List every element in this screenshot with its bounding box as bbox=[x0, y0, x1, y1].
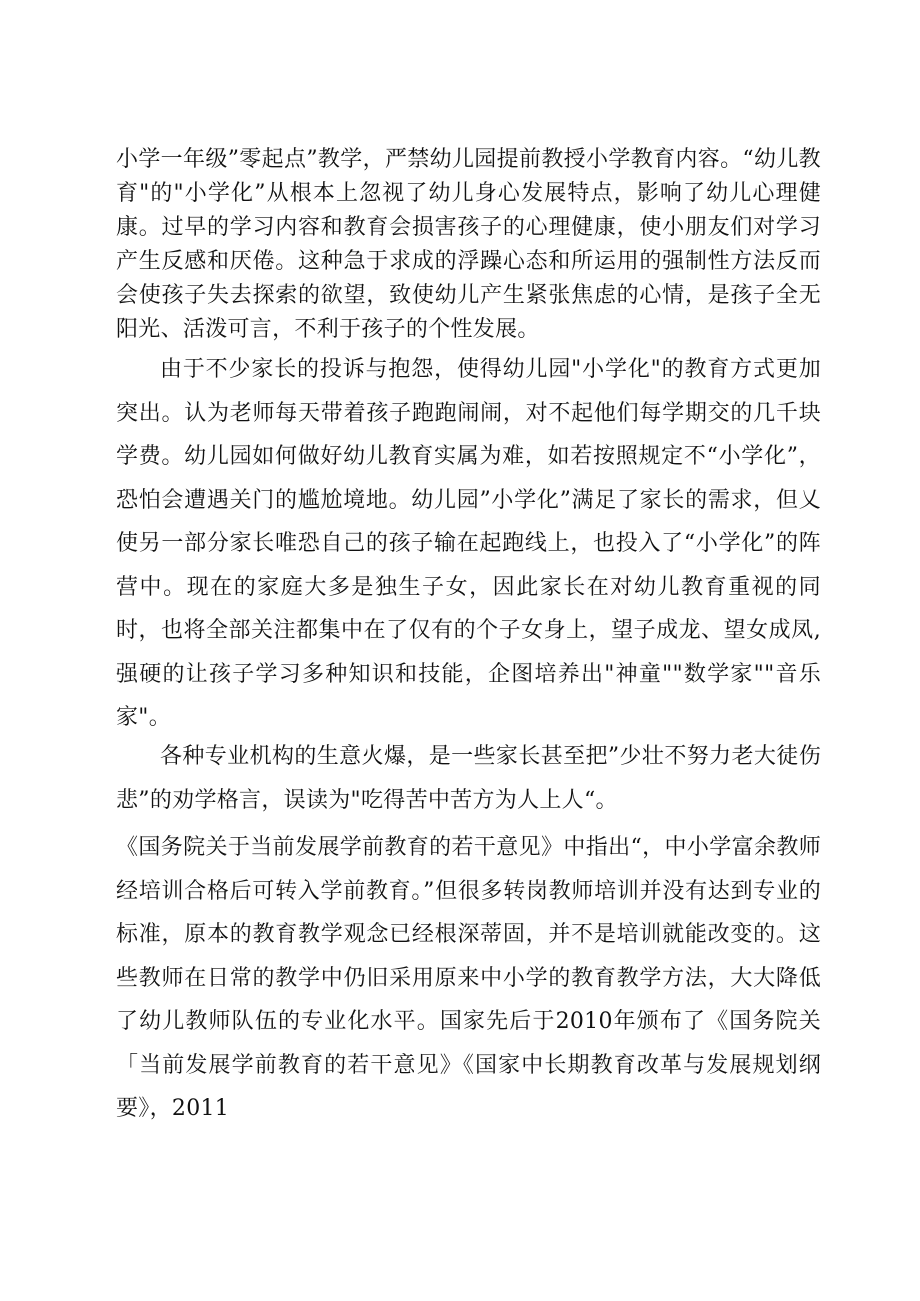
paragraph-3: 各种专业机构的生意火爆，是一些家长甚至把”少壮不努力老大徒伤悲”的劝学格言，误读为"吃得苦中苦方为人上人“。 bbox=[116, 744, 821, 813]
paragraph-2: 由于不少家长的投诉与抱怨，使得幼儿园"小学化"的教育方式更加突出。认为老师每天带着孩子跑跑闹闹，对不起他们每学期交的几千块学费。幼儿园如何做好幼儿教育实属为难，如若按照规定不“小学化”，恐怕会遭遇关门的尴尬境地。幼儿园”小学化”满足了家长的需求，但乂使另一部分家长唯恐自己的孩子输在起跑线上，也投入了“小学化”的阵营中。现在的家庭大多是独生子女，因此家长在对幼儿教育重视的同时，也将全部关注都集中在了仅有的个子女身上，望子成龙、望女成凤,强硬的让孩子学习多种知识和技能，企图培养出"神童""数学家""音乐家"。 bbox=[116, 357, 821, 730]
paragraph-4: 《国务院关于当前发展学前教育的若干意见》中指出“，中小学富余教师经培训合格后可转入学前教育。”但很多转岗教师培训并没有达到专业的标准，原本的教育教学观念已经根深蒂固，并不是培训就能改变的。这些教师在日常的教学中仍旧采用原来中小学的教育教学方法，大大降低了幼儿教师队伍的专业化水平。国家先后于2010年颁布了《国务院关「当前发展学前教育的若干意见》《国家中长期教育改革与发展规划纲要》，2011 bbox=[116, 835, 821, 1121]
paragraph-1: 小学一年级”零起点”教学，严禁幼儿园提前教授小学教育内容。“幼儿教育"的"小学化”从根本上忽视了幼儿身心发展特点，影响了幼儿心理健康。过早的学习内容和教育会损害孩子的心理健康，使小朋友们对学习产生反感和厌倦。这种急于求成的浮躁心态和所运用的强制性方法反而会使孩子失去探索的欲望，致使幼儿产生紧张焦虑的心情，是孩子全无阳光、活泼可言，不利于孩子的个性发展。 bbox=[116, 147, 821, 342]
